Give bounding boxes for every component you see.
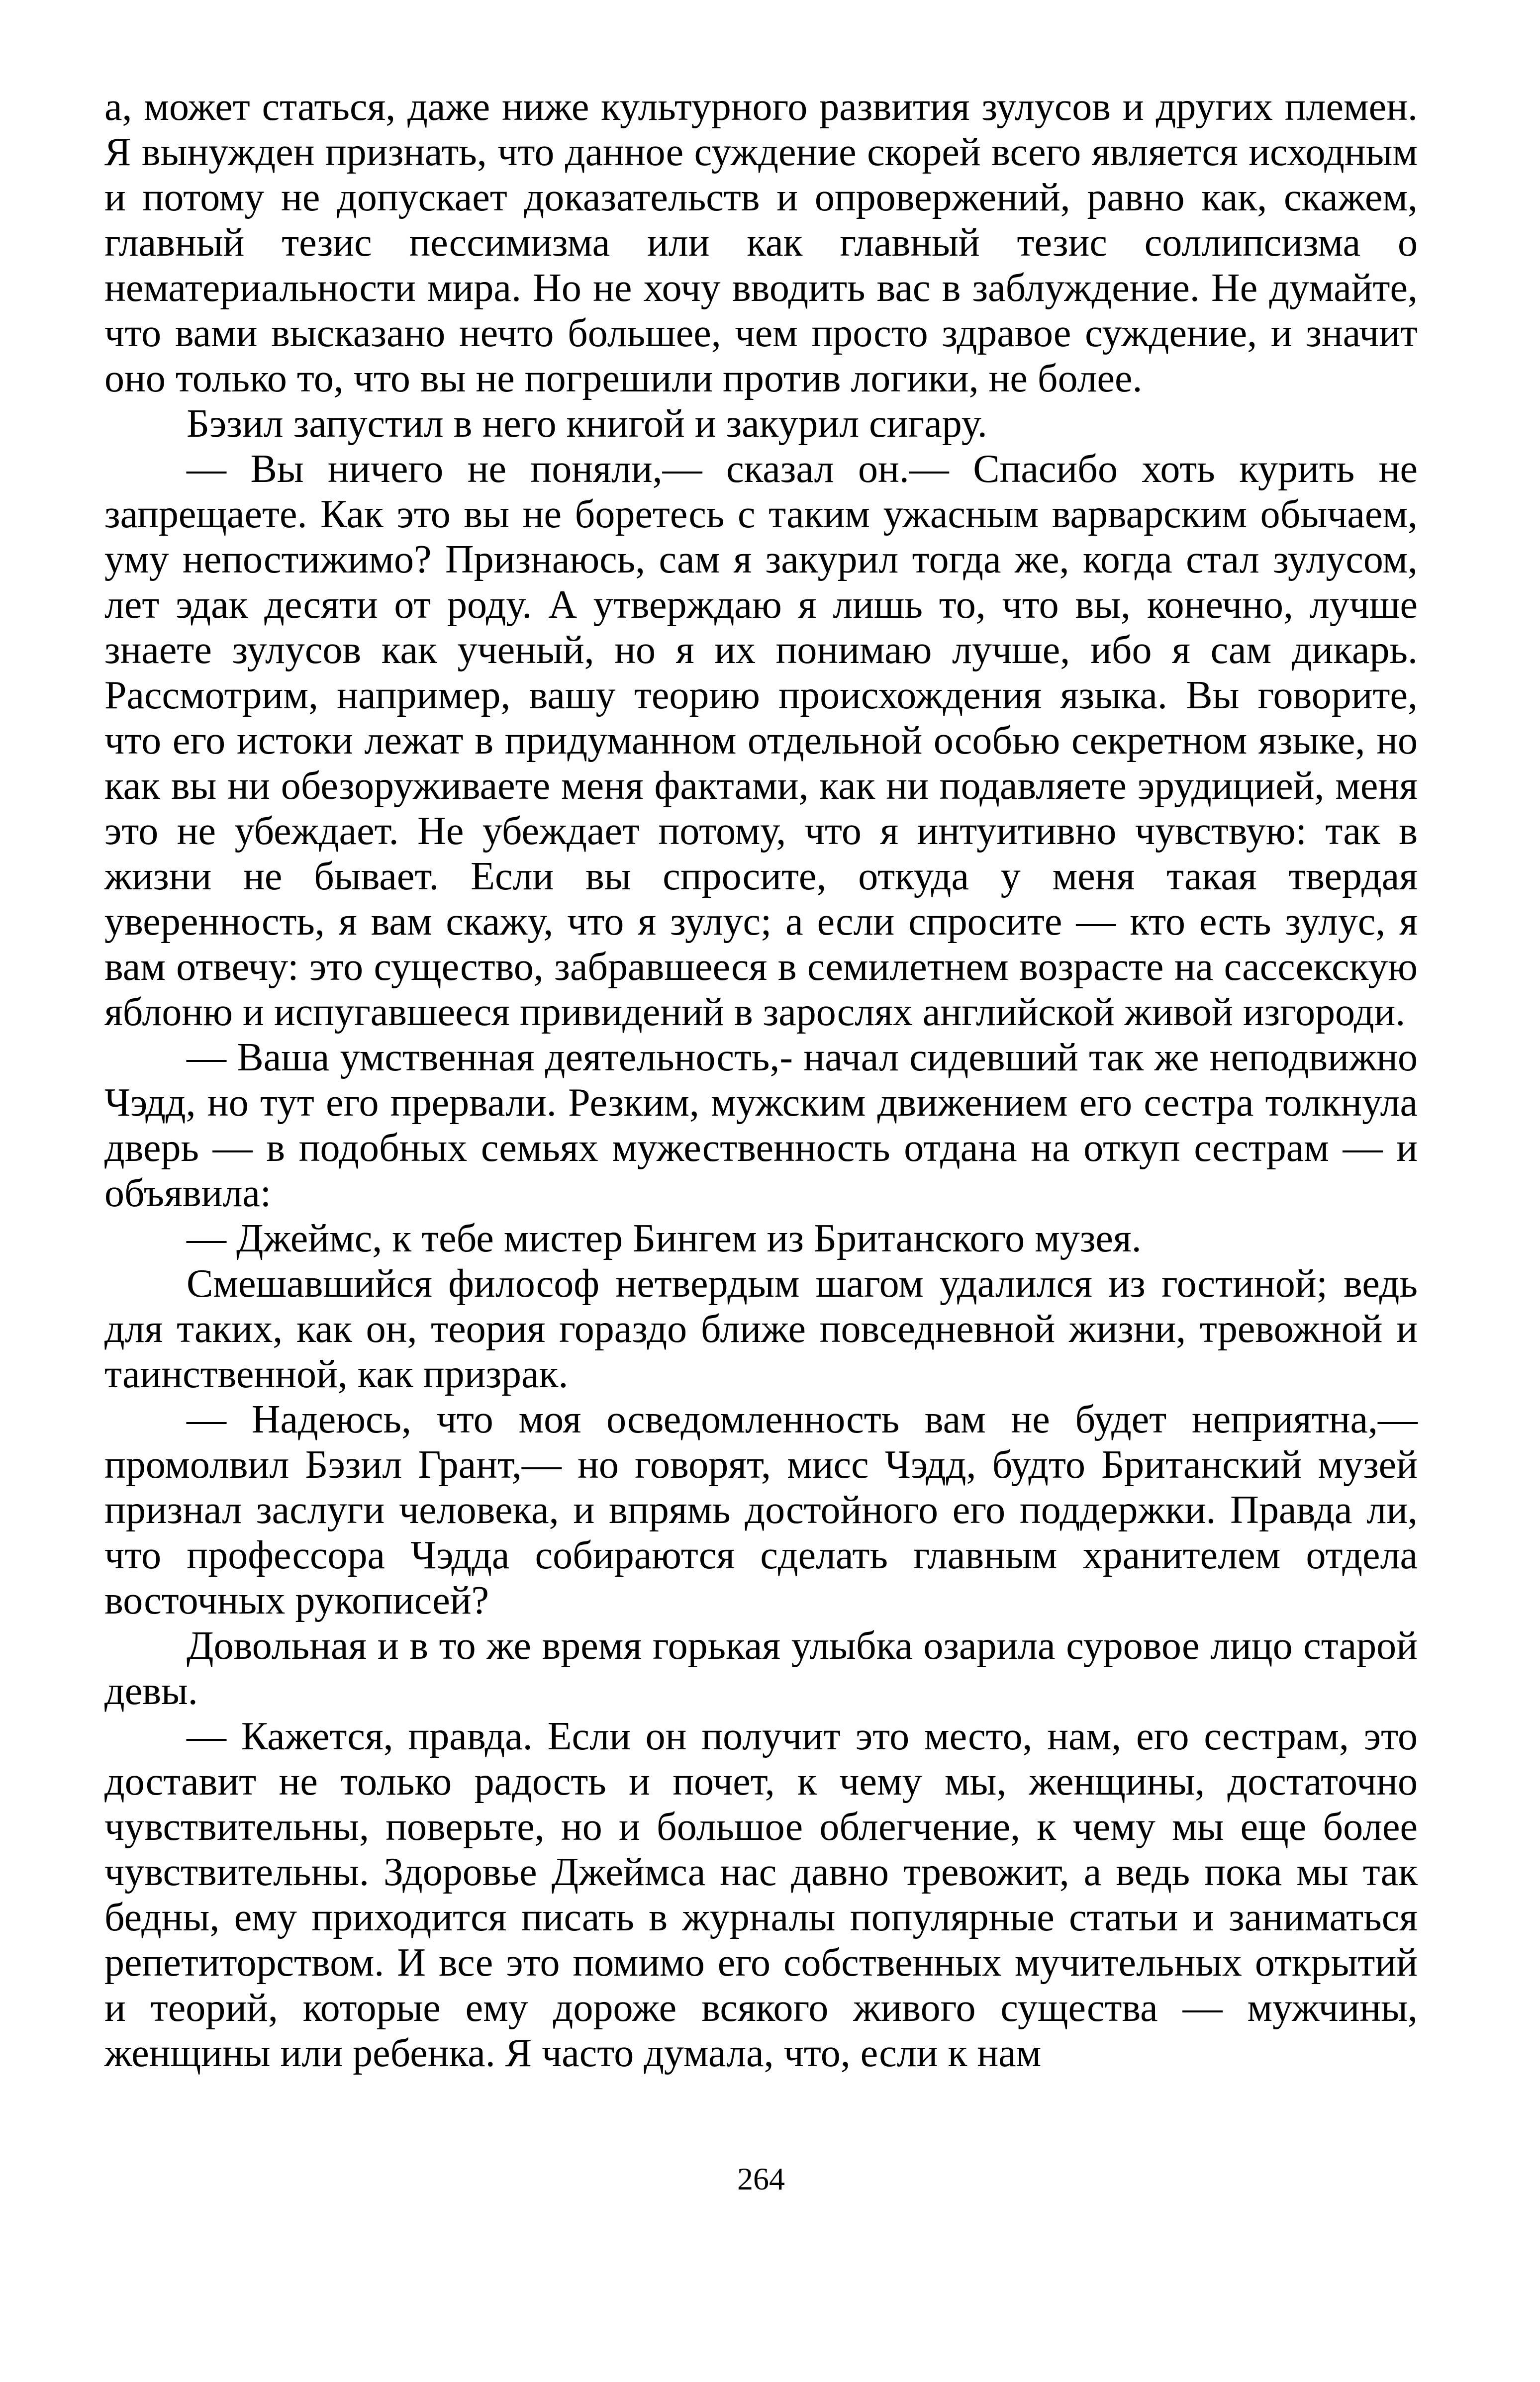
body-text (104, 85, 1418, 2076)
paragraph: — Джеймс, к тебе мистер Бингем из Британского музея. (187, 1217, 1142, 1260)
paragraph: — Кажется, правда. Если он получит это место, нам, его сестрам, это доставит не только радость и почет, к чему мы, женщины, достаточно чувствительны, поверьте, но и большое облегчение, к чему мы еще более чувствительны. Здоровье Джеймса нас давно тревожит, а ведь пока мы так бедны, ему приходится писать в журналы популярные статьи и заниматься репетиторством. И все это помимо его собственных мучительных открытий и теорий, которые ему дороже всякого живого существа — мужчины, женщины или ребенка. Я часто думала, что, если к нам (104, 1715, 1418, 2075)
paragraph: а, может статься, даже ниже культурного развития зулусов и других племен. Я вынужден признать, что данное суждение скорей всего является исходным и потому не допускает доказательств и опровержений, равно как, скажем, главный тезис пессимизма или как главный тезис соллипсизма о нематериальности мира. Но не хочу вводить вас в заблуждение. Не думайте, что вами высказано нечто большее, чем просто здравое суждение, и значит оно только то, что вы не погрешили против логики, не более. (104, 85, 1418, 400)
paragraph: Довольная и в то же время горькая улыбка озарила суровое лицо старой девы. (104, 1624, 1418, 1713)
paragraph: — Вы ничего не поняли,— сказал он.— Спасибо хоть курить не запрещаете. Как это вы не боретесь с таким ужасным варварским обычаем, уму непостижимо? Признаюсь, сам я закурил тогда же, когда стал зулусом, лет эдак десяти от роду. А утверждаю я лишь то, что вы, конечно, лучше знаете зулусов как ученый, но я их понимаю лучше, ибо я сам дикарь. Рассмотрим, например, вашу теорию происхождения языка. Вы говорите, что его истоки лежат в придуманном отдельной особью секретном языке, но как вы ни обезоруживаете меня фактами, как ни подавляете эрудицией, меня это не убеждает. Не убеждает потому, что я интуитивно чувствую: так в жизни не бывает. Если вы спросите, откуда у меня такая твердая уверенность, я вам скажу, что я зулус; а если спросите — кто есть зулус, я вам отвечу: это существо, забравшееся в семилетнем возрасте на сассекскую яблоню и испугавшееся привидений в зарослях английской живой изгороди. (104, 447, 1418, 1034)
paragraph: Бэзил запустил в него книгой и закурил сигару. (187, 402, 987, 446)
page-number: 264 (737, 2161, 785, 2196)
paragraph: Смешавшийся философ нетвердым шагом удалился из гостиной; ведь для таких, как он, теория гораздо ближе повседневной жизни, тревожной и таинственной, как призрак. (104, 1262, 1418, 1396)
book-page (104, 85, 1418, 2353)
paragraph: — Ваша умственная деятельность,- начал сидевший так же неподвижно Чэдд, но тут его прервали. Резким, мужским движением его сестра толкнула дверь — в подобных семьях мужественность отдана на откуп сестрам — и объявила: (104, 1036, 1418, 1215)
paragraph: — Надеюсь, что моя осведомленность вам не будет неприятна,— промолвил Бэзил Грант,— но говорят, мисс Чэдд, будто Британский музей признал заслуги человека, и впрямь достойного его поддержки. Правда ли, что профессора Чэдда собираются сделать главным хранителем отдела восточных рукописей? (104, 1398, 1418, 1622)
